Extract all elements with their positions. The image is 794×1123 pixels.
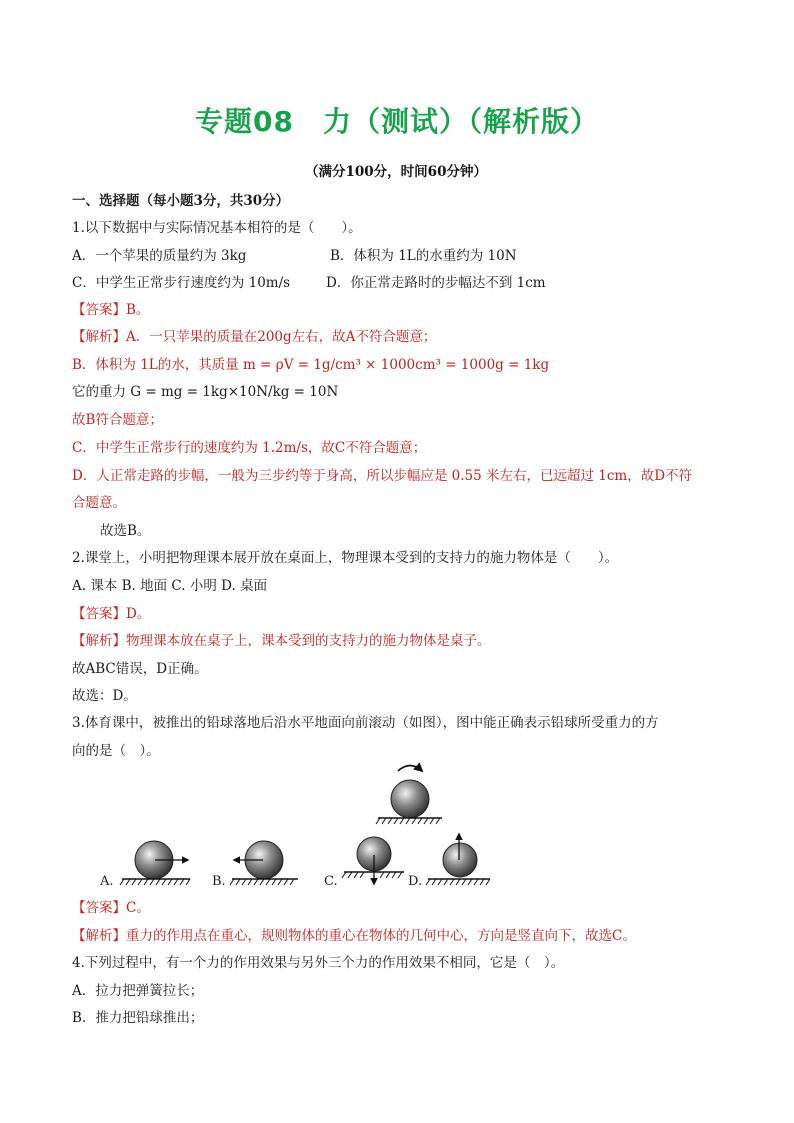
q3-label-c: C. bbox=[324, 874, 338, 889]
q1-analysis-b3: 故B符合题意； bbox=[72, 412, 163, 428]
q3-label-d: D. bbox=[408, 874, 423, 889]
q2-line2: 故ABC错误，D正确。 bbox=[72, 661, 208, 677]
q1-analysis-b2: 它的重力 G = mg = 1kg×10N/kg = 10N bbox=[72, 384, 339, 400]
answer-value: D。 bbox=[126, 606, 151, 622]
answer-tag: 【答案】 bbox=[72, 606, 126, 622]
answer-value: C。 bbox=[126, 900, 150, 916]
q1-stem: 1.以下数据中与实际情况基本相符的是（ ）。 bbox=[72, 220, 362, 236]
q4-stem: 4.下列过程中，有一个力的作用效果与另外三个力的作用效果不相同，它是（ ）。 bbox=[72, 955, 565, 971]
option-d-figure bbox=[426, 834, 490, 885]
answer-tag: 【答案】 bbox=[72, 900, 126, 916]
q1-option-a: A．一个苹果的质量约为 3kg bbox=[72, 248, 247, 264]
q4-option-a: A．拉力把弹簧拉长； bbox=[72, 983, 204, 999]
page-title: 专题08 力（测试）（解析版） bbox=[195, 105, 599, 138]
option-a-figure bbox=[120, 841, 190, 885]
analysis-tag: 【解析】 bbox=[72, 329, 126, 345]
q3-answer bbox=[72, 897, 150, 919]
q3-stem-1: 3.体育课中，被推出的铅球落地后沿水平地面向前滚动（如图），图中能正确表示铅球所受重力的方 bbox=[72, 715, 659, 731]
analysis-tag: 【解析】 bbox=[72, 633, 126, 649]
q2-stem: 2.课堂上，小明把物理课本展开放在桌面上，物理课本受到的支持力的施力物体是（ ）。 bbox=[72, 550, 619, 566]
q2-conclusion: 故选：D。 bbox=[72, 688, 137, 704]
q1-option-c: C．中学生正常步行速度约为 10m/s bbox=[72, 275, 291, 291]
answer-value: B。 bbox=[126, 302, 150, 318]
q1-analysis-d1: D．人正常走路的步幅，一般为三步约等于身高，所以步幅应是 0.55 米左右，已远超过 1cm，故D不符 bbox=[72, 468, 693, 484]
option-b-figure bbox=[230, 841, 298, 885]
answer-tag: 【答案】 bbox=[72, 302, 126, 318]
option-c-figure bbox=[342, 837, 404, 884]
q1-analysis-b: B．体积为 1L的水，其质量 m = ρV = 1g/cm³ × 1000cm³ = 1000g = 1kg bbox=[72, 357, 550, 373]
q1-conclusion: 故选B。 bbox=[100, 523, 151, 539]
q1-analysis-d2: 合题意。 bbox=[72, 495, 126, 511]
q3-stem-2: 向的是（ ）。 bbox=[72, 743, 160, 759]
page-subtitle: （满分100分，时间60分钟） bbox=[305, 164, 487, 180]
analysis-text: A．一只苹果的质量在200g左右，故A不符合题意； bbox=[126, 329, 437, 345]
q1-option-d: D．你正常走路时的步幅达不到 1cm bbox=[326, 275, 546, 291]
q1-analysis-c: C．中学生正常步行的速度约为 1.2m/s，故C不符合题意； bbox=[72, 440, 427, 456]
q3-label-a: A. bbox=[100, 874, 114, 889]
q3-label-b: B. bbox=[212, 874, 226, 889]
analysis-tag: 【解析】 bbox=[72, 928, 126, 944]
q1-option-b: B．体积为 1L的水重约为 10N bbox=[330, 248, 517, 264]
q4-option-b: B．推力把铅球推出； bbox=[72, 1010, 204, 1026]
q3-analysis bbox=[72, 925, 636, 947]
q2-options: A. 课本 B. 地面 C. 小明 D. 桌面 bbox=[72, 578, 268, 594]
analysis-text: 物理课本放在桌子上，课本受到的支持力的施力物体是桌子。 bbox=[126, 633, 491, 649]
analysis-text: 重力的作用点在重心，规则物体的重心在物体的几何中心，方向是竖直向下，故选C。 bbox=[126, 928, 636, 944]
section-heading: 一、选择题（每小题3分，共30分） bbox=[72, 193, 290, 209]
rolling-ball-figure bbox=[376, 766, 442, 825]
